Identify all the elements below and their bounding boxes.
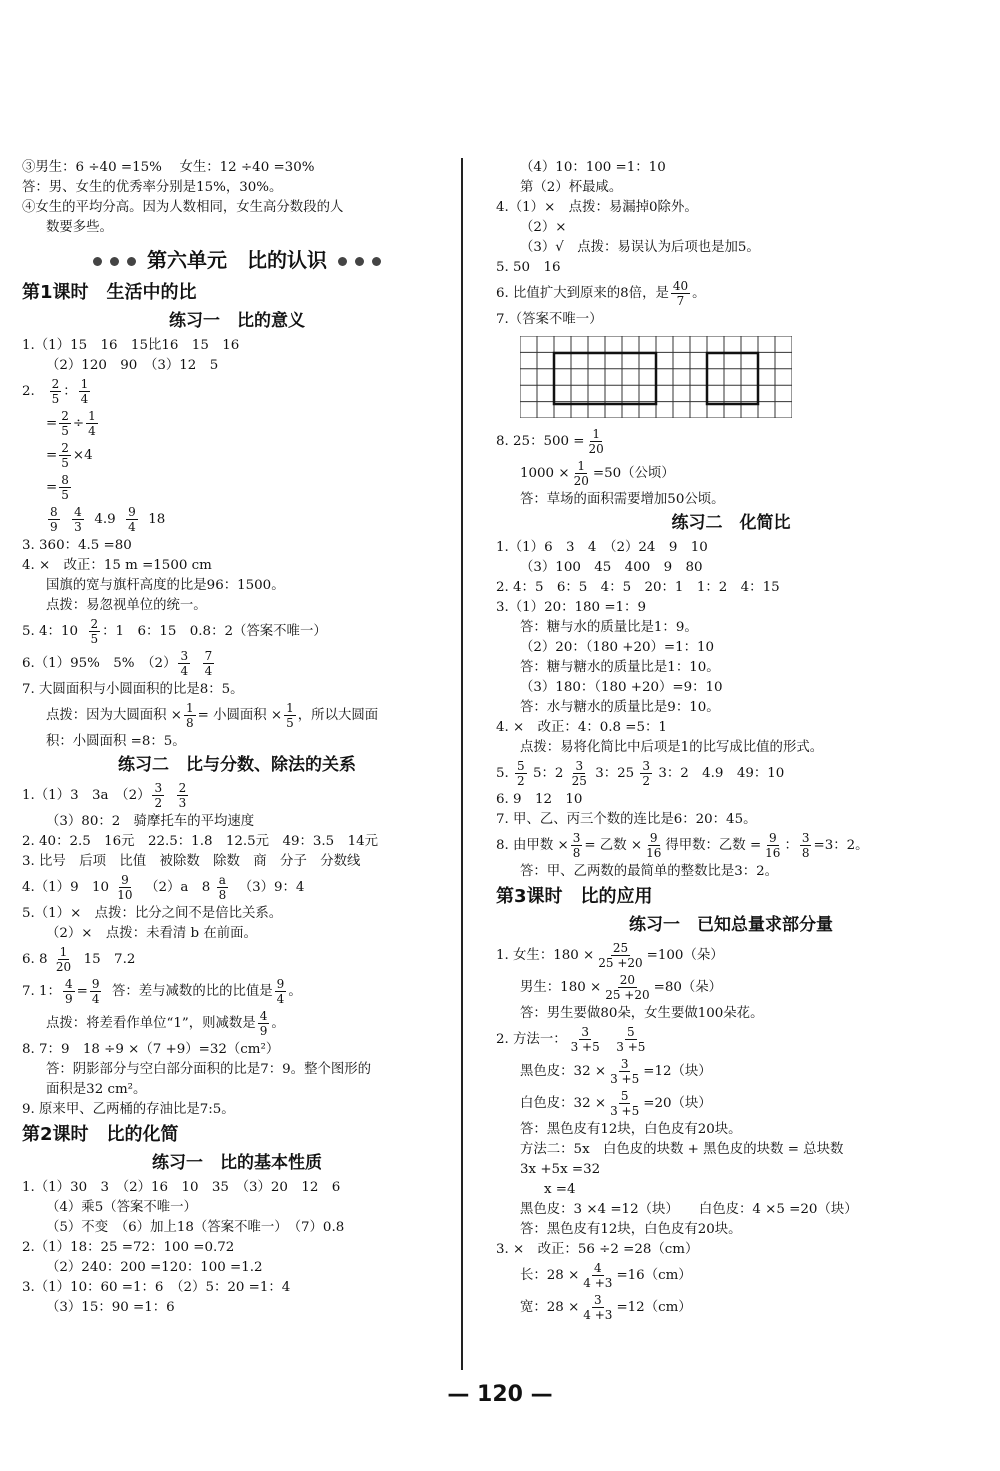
fraction: $\frac{4}{4 +3}$	[583, 1261, 613, 1290]
fraction: $\frac{3}{8}$	[801, 831, 810, 860]
text-line: 1.（1）30 3 （2）16 10 35 （3）20 12 6	[22, 1180, 341, 1195]
text-line: 4. × 改正：4：0.8 =5：1	[496, 720, 667, 735]
math-line: 5. $\frac{5}{2}$ 5：2 $\frac{3}{25}$ 3：25 $\frac{3}{2}$ 3：2 4.9 49：10	[496, 759, 785, 788]
right-column	[496, 158, 966, 1324]
text-line: 5. 50 16	[496, 260, 561, 275]
fraction: $\frac{2}{3}$	[178, 781, 187, 810]
fraction: $\frac{3}{2}$	[154, 781, 163, 810]
math-line: 6.（1）95% 5% （2） $\frac{3}{4}$ $\frac{7}{4}$	[22, 649, 213, 678]
text-line: 1.（1）15 16 15比16 15 16	[22, 338, 240, 353]
fraction: $\frac{3}{2}$	[642, 759, 651, 788]
math-line: 1. 女生：180 × $\frac{25}{25 +20}$ =100（朵）	[496, 941, 724, 970]
text-line: 2. 4：5 6：5 4：5 20：1 1：2 4：15	[496, 580, 780, 595]
text-line: （3）100 45 400 9 80	[520, 560, 703, 575]
text-line: 7. 大圆面积与小圆面积的比是8：5。	[22, 682, 244, 697]
text-line: 6. 9 12 10	[496, 792, 583, 807]
dot-icon	[338, 257, 347, 266]
text-line: （3）180：（180 +20）=9：10	[520, 680, 723, 695]
fraction: $\frac{8}{9}$	[50, 505, 58, 534]
unit-title: 第六单元 比的认识	[22, 246, 452, 274]
text-line: ④女生的平均分高。因为人数相同，女生高分数段的人	[22, 200, 344, 215]
dot-icon	[110, 257, 119, 266]
math-line: 黑色皮：32 × $\frac{3}{3 +5}$ =12（块）	[520, 1057, 712, 1086]
text-line: 3. 比号 后项 比值 被除数 除数 商 分子 分数线	[22, 854, 361, 869]
fraction: $\frac{5}{2}$	[517, 759, 525, 788]
text-line: 答：糖与水的质量比是1：9。	[520, 620, 698, 635]
text-line: （2）120 90 （3）12 5	[46, 358, 219, 373]
text-line: 答：黑色皮有12块，白色皮有20块。	[520, 1122, 742, 1137]
math-line: 白色皮：32 × $\frac{5}{3 +5}$ =20（块）	[520, 1089, 712, 1118]
math-line: 1000 × $\frac{1}{20}$ =50（公顷）	[520, 459, 675, 488]
text-line: 方法二：5x 白色皮的块数 + 黑色皮的块数 = 总块数	[520, 1142, 844, 1157]
fraction: $\frac{3}{4}$	[180, 649, 189, 678]
text-line: 7.（答案不唯一）	[496, 312, 603, 327]
text-line: 8. 7：9 18 ÷9 ×（7 +9）=32（cm²）	[22, 1042, 280, 1057]
lesson-title: 第2课时 比的化简	[22, 1124, 179, 1145]
fraction: $\frac{2}{5}$	[61, 409, 69, 438]
text-line: 7. 甲、乙、丙三个数的连比是6：20：45。	[496, 812, 757, 827]
math-line: 宽：28 × $\frac{3}{4 +3}$ =12（cm）	[520, 1293, 692, 1322]
fraction: $\frac{20}{25 +20}$	[605, 973, 650, 1002]
text-line: 答：糖与糖水的质量比是1：10。	[520, 660, 720, 675]
fraction: $\frac{2}{5}$	[61, 441, 69, 470]
text-line: （4）乘5（答案不唯一）	[46, 1200, 197, 1215]
text-line: （2）20：（180 +20）=1：10	[520, 640, 715, 655]
text-line: 积：小圆面积 =8：5。	[46, 734, 186, 749]
text-line: （3）√ 点拨：易误认为后项也是加5。	[520, 240, 760, 255]
dot-icon	[355, 257, 364, 266]
fraction: $\frac{1}{8}$	[186, 701, 194, 730]
answer-grid	[520, 336, 792, 418]
fraction: $\frac{40}{7}$	[672, 279, 689, 308]
text-line: 3. 360：4.5 =80	[22, 538, 132, 553]
text-line: 答：男、女生的优秀率分别是15%，30%。	[22, 180, 283, 195]
text-line: 点拨：易忽视单位的统一。	[46, 598, 207, 613]
text-line: x =4	[544, 1182, 576, 1197]
math-line: 2. 方法一： $\frac{3}{3 +5}$ $\frac{5}{3 +5}$	[496, 1025, 646, 1054]
grid-square	[707, 353, 758, 404]
fraction: $\frac{9}{10}$	[117, 873, 133, 902]
text-line: （5）不变 （6）加上18（答案不唯一） （7）0.8	[46, 1220, 345, 1235]
lesson-title: 第3课时 比的应用	[496, 886, 653, 907]
fraction: $\frac{25}{25 +20}$	[598, 941, 643, 970]
exercise-title: 练习一 比的意义	[169, 311, 305, 331]
text-line: 答：黑色皮有12块，白色皮有20块。	[520, 1222, 742, 1237]
math-line: $\frac{8}{9}$ $\frac{4}{3}$ 4.9 $\frac{9}{4}$ 18	[50, 505, 166, 534]
math-line: 5. 4：10 $\frac{2}{5}$ ：1 6：15 0.8：2（答案不唯一）	[22, 617, 327, 646]
fraction: $\frac{1}{20}$	[573, 459, 589, 488]
math-line: 长：28 × $\frac{4}{4 +3}$ =16（cm）	[520, 1261, 692, 1290]
text-line: 答：草场的面积需要增加50公顷。	[520, 492, 725, 507]
text-line: 数要多些。	[46, 220, 113, 235]
text-line: （3）80：2 骑摩托车的平均速度	[46, 814, 255, 829]
text-line: （2）240：200 =120：100 =1.2	[46, 1260, 263, 1275]
text-line: 3.（1）20：180 =1：9	[496, 600, 646, 615]
math-line: 6. 8 $\frac{1}{20}$ 15 7.2	[22, 945, 136, 974]
text-line: 点拨：易将化简比中后项是1的比写成比值的形式。	[520, 740, 824, 755]
dot-icon	[93, 257, 102, 266]
fraction: $\frac{3}{8}$	[572, 831, 581, 860]
math-line: 男生：180 × $\frac{20}{25 +20}$ =80（朵）	[520, 973, 723, 1002]
exercise-title: 练习二 比与分数、除法的关系	[118, 755, 356, 775]
text-line: 1.（1）6 3 4 （2）24 9 10	[496, 540, 708, 555]
text-line: 国旗的宽与旗杆高度的比是96：1500。	[46, 578, 285, 593]
math-line: 1.（1）3 3a （2） $\frac{3}{2}$ $\frac{2}{3}$	[22, 781, 187, 810]
fraction: $\frac{2}{5}$	[51, 377, 60, 406]
fraction: $\frac{1}{5}$	[286, 701, 294, 730]
math-line: 点拨：因为大圆面积 × $\frac{1}{8}$ = 小圆面积 × $\frac{1}{5}$ ，所以大圆面	[46, 701, 379, 730]
text-line: 黑色皮：3 ×4 =12（块） 白色皮：4 ×5 =20（块）	[520, 1202, 858, 1217]
text-line: 第（2）杯最咸。	[520, 180, 623, 195]
fraction: $\frac{3}{3 +5}$	[610, 1057, 640, 1086]
fraction: $\frac{5}{3 +5}$	[610, 1089, 640, 1118]
fraction: $\frac{9}{16}$	[765, 831, 781, 860]
fraction: $\frac{3}{25}$	[571, 759, 587, 788]
text-line: 4.（1）× 点拨：易漏掉0除外。	[496, 200, 698, 215]
text-line: 答：男生要做80朵，女生要做100朵花。	[520, 1006, 764, 1021]
math-line: 8. 25：500 = $\frac{1}{20}$	[496, 427, 604, 456]
text-line: 5.（1）× 点拨：比分之间不是倍比关系。	[22, 906, 283, 921]
fraction: $\frac{3}{4 +3}$	[583, 1293, 613, 1322]
fraction: $\frac{4}{9}$	[259, 1009, 268, 1038]
fraction: $\frac{9}{4}$	[276, 977, 285, 1006]
text-line: 3.（1）10：60 =1：6 （2）5：20 =1：4	[22, 1280, 291, 1295]
dot-icon	[372, 257, 381, 266]
fraction: $\frac{1}{20}$	[588, 427, 604, 456]
text-line: （3）15：90 =1：6	[46, 1300, 175, 1315]
fraction: $\frac{5}{3 +5}$	[616, 1025, 646, 1054]
text-line: （4）10：100 =1：10	[520, 160, 666, 175]
text-line: ③男生：6 ÷40 =15% 女生：12 ÷40 =30%	[22, 160, 315, 175]
dot-icon	[127, 257, 136, 266]
math-line: 6. 比值扩大到原来的8倍，是 $\frac{40}{7}$ 。	[496, 279, 706, 308]
text-line: 9. 原来甲、乙两桶的存油比是7:5。	[22, 1102, 235, 1117]
fraction: $\frac{4}{3}$	[74, 505, 82, 534]
text-line: （2）× 点拨：未看清 b 在前面。	[46, 926, 257, 941]
text-line: 3. × 改正：56 ÷2 =28（cm）	[496, 1242, 699, 1257]
text-line: 3x +5x =32	[520, 1162, 601, 1177]
math-line: 2. $\frac{2}{5}$ ： $\frac{1}{4}$	[22, 377, 89, 406]
math-line: 7. 1： $\frac{4}{9}$ = $\frac{9}{4}$ 答：差与减数的比的比值是 $\frac{9}{4}$ 。	[22, 977, 302, 1006]
text-line: 4. × 改正：15 m =1500 cm	[22, 558, 212, 573]
fraction: $\frac{3}{3 +5}$	[570, 1025, 600, 1054]
fraction: $\frac{9}{16}$	[646, 831, 662, 860]
text-line: 2. 40：2.5 16元 22.5：1.8 12.5元 49：3.5 14元	[22, 834, 379, 849]
column-divider	[461, 158, 463, 1370]
text-line: 2.（1）18：25 =72：100 =0.72	[22, 1240, 235, 1255]
fraction: $\frac{7}{4}$	[204, 649, 213, 678]
text-line: 面积是32 cm²。	[46, 1082, 147, 1097]
fraction: $\frac{4}{9}$	[64, 977, 73, 1006]
text-line: 答：甲、乙两数的最简单的整数比是3：2。	[520, 864, 779, 879]
exercise-title: 练习一 比的基本性质	[152, 1153, 322, 1173]
math-line: = $\frac{2}{5}$ ×4	[46, 441, 93, 470]
math-line: 点拨：将差看作单位“1”，则减数是 $\frac{4}{9}$ 。	[46, 1009, 285, 1038]
lesson-title: 第1课时 生活中的比	[22, 282, 197, 303]
text-line: 答：阴影部分与空白部分面积的比是7：9。整个图形的	[46, 1062, 372, 1077]
left-column	[22, 158, 452, 1318]
math-line: = $\frac{2}{5}$ ÷ $\frac{1}{4}$	[46, 409, 96, 438]
fraction: $\frac{1}{20}$	[55, 945, 72, 974]
fraction: $\frac{8}{5}$	[61, 473, 69, 502]
exercise-title: 练习二 化简比	[671, 513, 791, 533]
text-line: （2）×	[520, 220, 567, 235]
fraction: $\frac{9}{4}$	[128, 505, 136, 534]
fraction: $\frac{1}{4}$	[88, 409, 96, 438]
math-line: 4.（1）9 10 $\frac{9}{10}$ （2）a 8 $\frac{a}{8}$ （3）9：4	[22, 873, 305, 902]
fraction: $\frac{1}{4}$	[80, 377, 89, 406]
math-line: = $\frac{8}{5}$	[46, 473, 69, 502]
fraction: $\frac{9}{4}$	[91, 977, 100, 1006]
math-line: 8. 由甲数 × $\frac{3}{8}$ = 乙数 × $\frac{9}{16}$ 得甲数：乙数 = $\frac{9}{16}$ ： $\frac{3}{8}$ =3：2。	[496, 831, 869, 860]
fraction: $\frac{a}{8}$	[218, 873, 227, 902]
text-line: 答：水与糖水的质量比是9：10。	[520, 700, 720, 715]
fraction: $\frac{2}{5}$	[90, 617, 99, 646]
exercise-title: 练习一 已知总量求部分量	[629, 915, 833, 935]
page-number: — 120 —	[447, 1382, 553, 1407]
